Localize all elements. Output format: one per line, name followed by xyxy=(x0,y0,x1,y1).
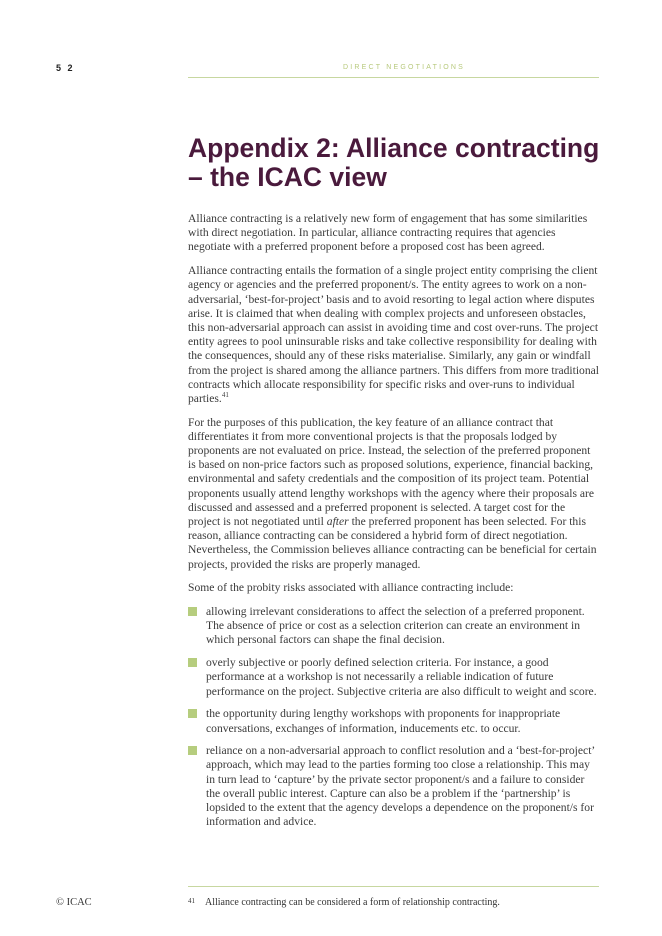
paragraph-definition xyxy=(188,264,600,406)
header-divider xyxy=(188,77,599,78)
footnote-number: 41 xyxy=(188,897,195,905)
footnote-text: Alliance contracting can be considered a form of relationship contracting. xyxy=(205,897,500,908)
list-item xyxy=(188,605,600,648)
paragraph-purpose-text-a: For the purposes of this publication, the key feature of an alliance contract that differentiates it from more conventional projects is that the proposals lodged by proponents are not evaluated on price. Instead, the selection of the preferred proponent is based on non-price factors such as proposed solutions, experience, financial backing, environmental and safety credentials and the composition of its project team. Potential proponents usually attend lengthy workshops with the agency where their proposals are discussed and assessed and a preferred proponent is selected. A target cost for the project is not negotiated until xyxy=(188,415,595,529)
emphasis-after: after xyxy=(326,515,349,529)
footer-divider xyxy=(188,886,599,887)
footnote xyxy=(188,897,500,908)
list-item xyxy=(188,744,600,829)
square-bullet-icon xyxy=(188,658,197,667)
square-bullet-icon xyxy=(188,709,197,718)
title-line-1: Appendix 2: Alliance contracting xyxy=(188,133,600,163)
running-header-section: DIRECT NEGOTIATIONS xyxy=(343,64,466,71)
list-item xyxy=(188,707,600,735)
page-number: 5 2 xyxy=(56,63,75,73)
footnote-reference: 41 xyxy=(221,391,229,400)
copyright: © ICAC xyxy=(56,897,92,908)
list-item-text: allowing irrelevant considerations to affect the selection of a preferred proponent. The absence of price or cost as a selection criterion can create an environment in which personal factors can shape the final decision. xyxy=(206,605,585,647)
list-item-text: the opportunity during lengthy workshops with proponents for inappropriate conversations, exchanges of information, inducements etc. to occur. xyxy=(206,707,561,735)
list-item-text: overly subjective or poorly defined selection criteria. For instance, a good performance at a workshop is not necessarily a reliable indication of future performance on the project. Subjective criteria are also difficult to weight and score. xyxy=(206,656,597,698)
square-bullet-icon xyxy=(188,746,197,755)
paragraph-purpose-text-b: the preferred proponent has been selected. For this reason, alliance contracting can be considered a hybrid form of direct negotiation. Nevertheless, the Commission believes alliance contracting can be beneficial for certain projects, provided the risks are properly managed. xyxy=(188,515,597,571)
list-item xyxy=(188,656,600,699)
list-item-text: reliance on a non-adversarial approach to conflict resolution and a ‘best-for-project’ approach, which may lead to the parties forming too close a relationship. This may in turn lead to ‘capture’ by the private sector proponent/s and a failure to consider the overall public interest. Capture can also be a problem if the ‘partnership’ is lopsided to the extent that the agency develops a dependence on the proponent/s for information and advice. xyxy=(206,744,595,829)
risk-list xyxy=(188,605,600,829)
square-bullet-icon xyxy=(188,607,197,616)
body-text xyxy=(188,212,600,838)
paragraph-risks-intro: Some of the probity risks associated with alliance contracting include: xyxy=(188,581,514,595)
paragraph-intro: Alliance contracting is a relatively new form of engagement that has some similarities with direct negotiation. In particular, alliance contracting requires that agencies negotiate with a preferred proponent before a proposed cost has been agreed. xyxy=(188,212,588,254)
page-title xyxy=(188,134,608,192)
paragraph-purpose xyxy=(188,416,600,572)
title-line-2: – the ICAC view xyxy=(188,162,387,192)
paragraph-definition-text: Alliance contracting entails the formation of a single project entity comprising the client agency or agencies and the preferred proponent/s. The entity agrees to work on a non-adversarial, ‘best-for-project’ basis and to avoid resorting to legal action where disputes arise. It is claimed that when dealing with complex projects and unforeseen obstacles, this non-adversarial approach can assist in avoiding time and cost over-runs. The project entity agrees to pool uninsurable risks and take collective responsibility for dealing with the consequences, should any of these risks materialise. Similarly, any gain or windfall from the project is shared among the alliance partners. This differs from more traditional contracts which allocate responsibility for specific risks and over-runs to individual parties. xyxy=(188,264,600,405)
